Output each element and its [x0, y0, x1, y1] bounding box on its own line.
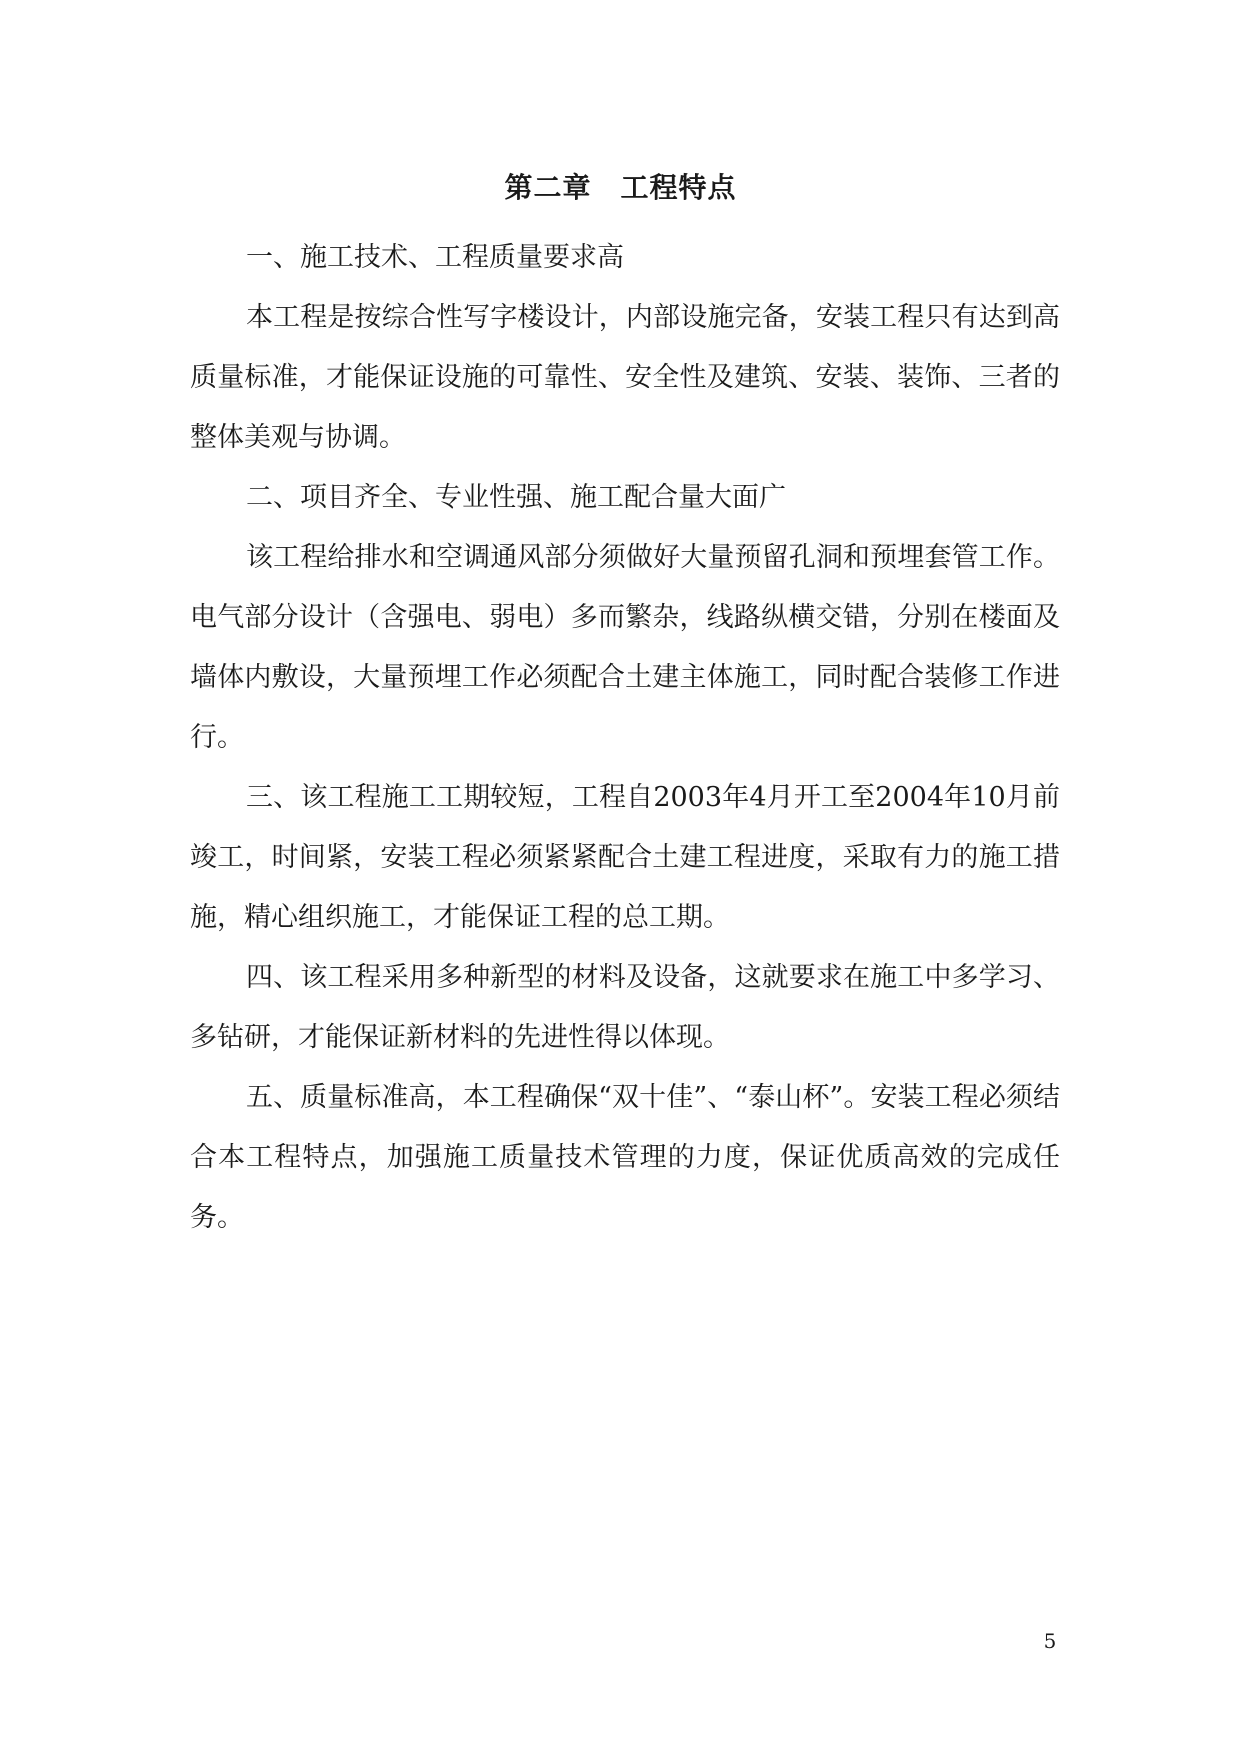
paragraph-3: 三、该工程施工工期较短，工程自2003年4月开工至2004年10月前竣工，时间紧，安装工程必须紧紧配合土建工程进度，采取有力的施工措施，精心组织施工，才能保证工程的总工期。 [190, 782, 1060, 933]
section-heading-2: 二、项目齐全、专业性强、施工配合量大面广 [246, 482, 786, 513]
chapter-title: 第二章 工程特点 [504, 171, 737, 204]
section-heading-1: 一、施工技术、工程质量要求高 [246, 242, 624, 273]
page-number: 5 [1043, 1629, 1057, 1653]
paragraph-2: 该工程给排水和空调通风部分须做好大量预留孔洞和预埋套管工作。电气部分设计（含强电、弱电）多而繁杂，线路纵横交错，分别在楼面及墙体内敷设，大量预埋工作必须配合土建主体施工，同时配合装修工作进行。 [190, 542, 1060, 753]
paragraph-4: 四、该工程采用多种新型的材料及设备，这就要求在施工中多学习、多钻研，才能保证新材料的先进性得以体现。 [190, 962, 1060, 1053]
paragraph-1: 本工程是按综合性写字楼设计，内部设施完备，安装工程只有达到高质量标准，才能保证设施的可靠性、安全性及建筑、安装、装饰、三者的整体美观与协调。 [190, 302, 1060, 453]
paragraph-5: 五、质量标准高，本工程确保“双十佳”、“泰山杯”。安装工程必须结合本工程特点，加强施工质量技术管理的力度，保证优质高效的完成任务。 [190, 1082, 1060, 1233]
body-text [190, 228, 1060, 1248]
